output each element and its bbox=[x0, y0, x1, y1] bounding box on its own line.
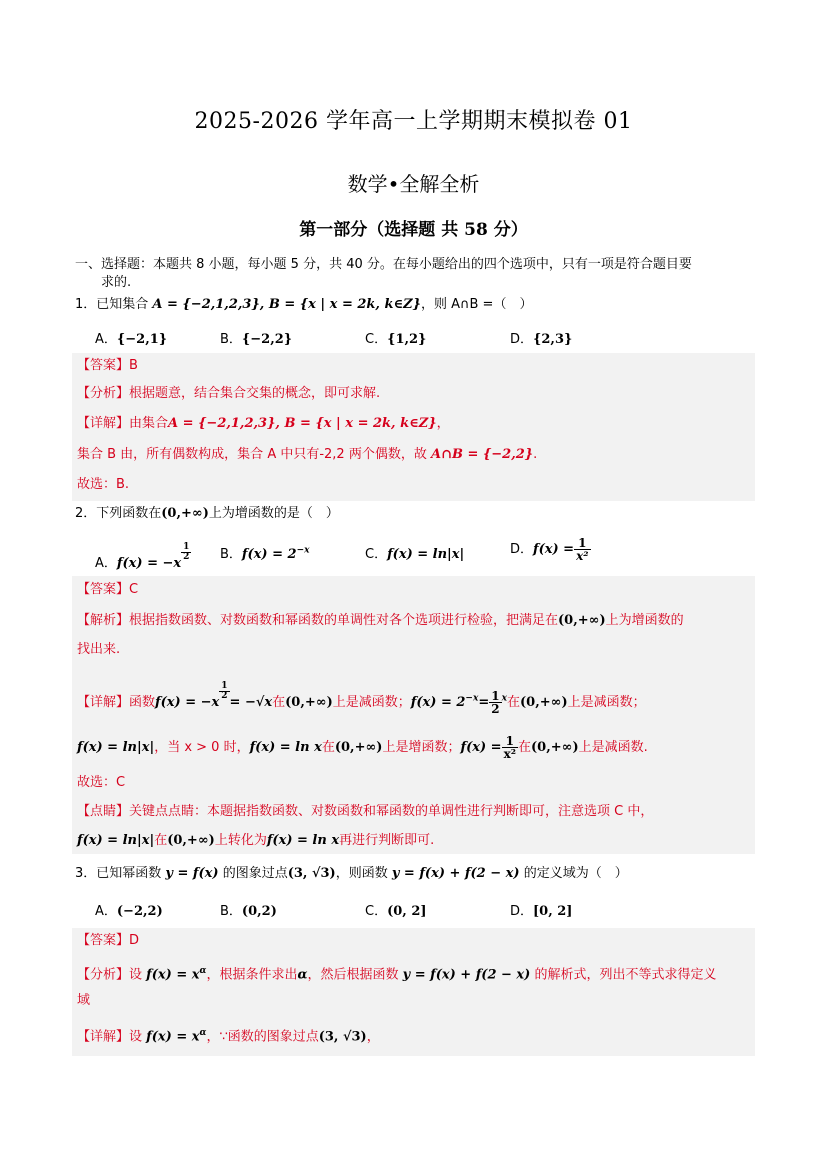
q1-option-a: A．{−2,1} bbox=[95, 332, 168, 347]
q2-option-d: D．f(x) = $\frac{1}{\text{x²}}$ bbox=[510, 536, 589, 563]
q3-analysis-line-2: 域 bbox=[77, 993, 91, 1008]
page-subtitle: 数学•全解全析 bbox=[347, 172, 480, 196]
q3-detail-line-1: 【详解】设 $f(x) = x^\alpha$，∵函数的图象过点(3, √3)， bbox=[77, 1028, 380, 1045]
q3-option-a: A．(−2,2) bbox=[95, 904, 163, 919]
q1-answer: 【答案】B bbox=[77, 358, 138, 373]
q3-option-d: D．[0, 2] bbox=[510, 904, 573, 919]
section-heading: 第一部分（选择题 共 58 分） bbox=[299, 220, 528, 240]
q1-option-b: B．{−2,2} bbox=[220, 332, 293, 347]
question-1-stem bbox=[75, 296, 532, 314]
q1-stem-prefix: 1．已知集合 bbox=[75, 297, 153, 312]
q3-answer: 【答案】D bbox=[77, 933, 140, 948]
q2-answer: 【答案】C bbox=[77, 582, 139, 597]
q3-analysis-line-1: 【分析】设 $f(x) = x^\alpha$，根据条件求出α，然后根据函数 y = f(x) + f(2 − x) 的解析式，列出不等式求得定义 bbox=[77, 966, 717, 983]
q2-option-b: B．$f(x) = 2^{-x}$ bbox=[220, 545, 310, 562]
q3-option-b: B．(0,2) bbox=[220, 904, 277, 919]
q2-note-line-1: 【点睛】关键点点睛：本题据指数函数、对数函数和幂函数的单调性进行判断即可，注意选项 C 中， bbox=[77, 804, 654, 819]
q2-option-a: A．f(x) = −x $\frac{1}{2}$ bbox=[95, 542, 190, 571]
instructions-line-1: 一、选择题：本题共 8 小题，每小题 5 分，共 40 分。在每小题给出的四个选项中，只有一项是符合题目要 bbox=[75, 257, 692, 272]
section-instructions bbox=[75, 256, 755, 292]
question-2-stem: 2．下列函数在(0,+∞)上为增函数的是（ ） bbox=[75, 506, 339, 521]
q2-analysis-line-1: 【解析】根据指数函数、对数函数和幂函数的单调性对各个选项进行检验，把满足在(0,+∞)上为增函数的 bbox=[77, 613, 684, 628]
q1-stem-math: A = {−2,1,2,3}, B = {x | x = 2k, k∈Z} bbox=[152, 297, 421, 312]
q2-option-c: C．f(x) = ln|x| bbox=[365, 547, 465, 562]
q2-analysis-line-2: 找出来. bbox=[77, 642, 121, 657]
q2-conclusion: 故选：C bbox=[77, 775, 126, 790]
q3-option-c: C．(0, 2] bbox=[365, 904, 427, 919]
q1-stem-suffix: ，则 A∩B =（ ） bbox=[420, 297, 533, 312]
question-3-stem: 3．已知幂函数 y = f(x) 的图象过点(3, √3)，则函数 y = f(x) + f(2 − x) 的定义域为（ ） bbox=[75, 866, 628, 881]
q2-note-line-2: f(x) = ln|x|在(0,+∞)上转化为f(x) = ln x再进行判断即可. bbox=[77, 833, 435, 848]
instructions-line-2: 求的. bbox=[101, 275, 132, 290]
q1-detail-line-1: 【详解】由集合A = {−2,1,2,3}, B = {x | x = 2k, k∈Z}， bbox=[77, 416, 450, 431]
q1-analysis: 【分析】根据题意，结合集合交集的概念，即可求解. bbox=[77, 386, 381, 401]
q1-option-c: C．{1,2} bbox=[365, 332, 427, 347]
q1-conclusion: 故选：B. bbox=[77, 477, 130, 492]
q1-detail-line-2: 集合 B 由，所有偶数构成，集合 A 中只有-2,2 两个偶数，故 A∩B = {−2,2}. bbox=[77, 447, 538, 462]
q2-detail-line-2: f(x) = ln|x|，当 x > 0 时，f(x) = ln x在(0,+∞)上是增函数；f(x) = $\frac{1}{\text{x²}}$ 在(0,+∞)上是减函数. bbox=[77, 734, 648, 761]
page-title: 2025-2026 学年高一上学期期末模拟卷 01 bbox=[194, 109, 633, 134]
q1-option-d: D．{2,3} bbox=[510, 332, 573, 347]
q2-detail-line-1: 【详解】函数f(x) = −x $\frac{1}{2}$ = −√x在(0,+∞)上是减函数；$f(x) = 2^{-x}=$ $\frac{1}{2}$ $^x$在(0,+∞)上是减函数； bbox=[77, 681, 646, 716]
